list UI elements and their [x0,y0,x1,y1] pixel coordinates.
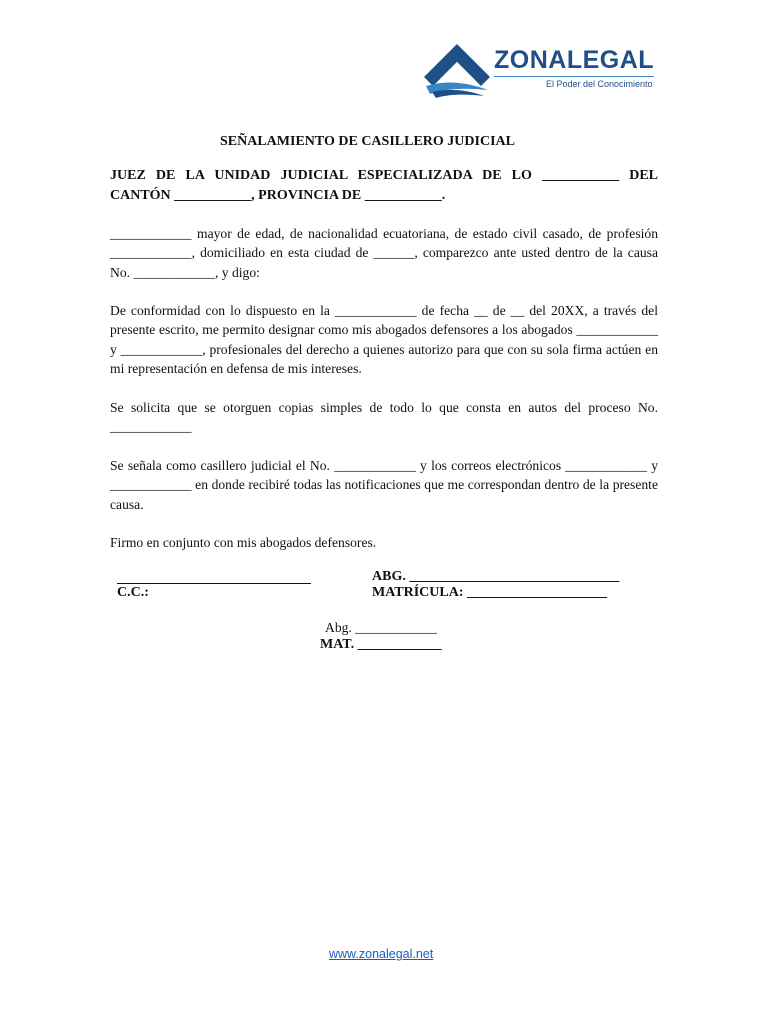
signature-line-left [117,583,311,584]
addressee: JUEZ DE LA UNIDAD JUDICIAL ESPECIALIZADA DE LO ___________ DEL CANTÓN ___________, PROVINCIA DE ___________. [110,168,658,203]
paragraph-designacion: De conformidad con lo dispuesto en la ____________ de fecha __ de __ del 20XX, a través del presente escrito, me permito designar como mis abogados defensores a los abogados ____________ y ____________, profesionales del derecho a quienes autorizo para que con su sola firma actúen en mi representación en defensa de mis intereses. [110,303,658,376]
signature-abg-center: Abg. ____________ [325,620,437,635]
signature-abg-right: ABG. ______________________________ [372,569,620,584]
signature-cc-label: C.C.: [117,585,149,600]
brand-underline [494,76,654,77]
brand-tagline: El Poder del Conocimiento [546,79,653,89]
paragraph-copias: Se solicita que se otorguen copias simples de todo lo que consta en autos del proceso No. ____________ [110,400,658,435]
paragraph-casillero: Se señala como casillero judicial el No. ____________ y los correos electrónicos ____________ y ____________ en donde recibiré todas las notificaciones que me correspondan dentro de la presente causa. [110,458,658,512]
document-title: SEÑALAMIENTO DE CASILLERO JUDICIAL [220,134,515,149]
zonalegal-logo [422,42,658,100]
zonalegal-mark-icon [422,42,492,100]
paragraph-firma: Firmo en conjunto con mis abogados defensores. [110,535,377,550]
paragraph-comparecencia: ____________ mayor de edad, de nacionalidad ecuatoriana, de estado civil casado, de profesión ____________, domiciliado en esta ciudad de ______, comparezco ante usted dentro de la causa No. ____________, y digo: [110,226,658,280]
brand-name: ZONALEGAL [494,46,655,74]
signature-mat-center: MAT. ____________ [320,637,442,652]
signature-matricula-right: MATRÍCULA: ____________________ [372,585,608,600]
footer-website-link[interactable]: www.zonalegal.net [329,947,434,961]
